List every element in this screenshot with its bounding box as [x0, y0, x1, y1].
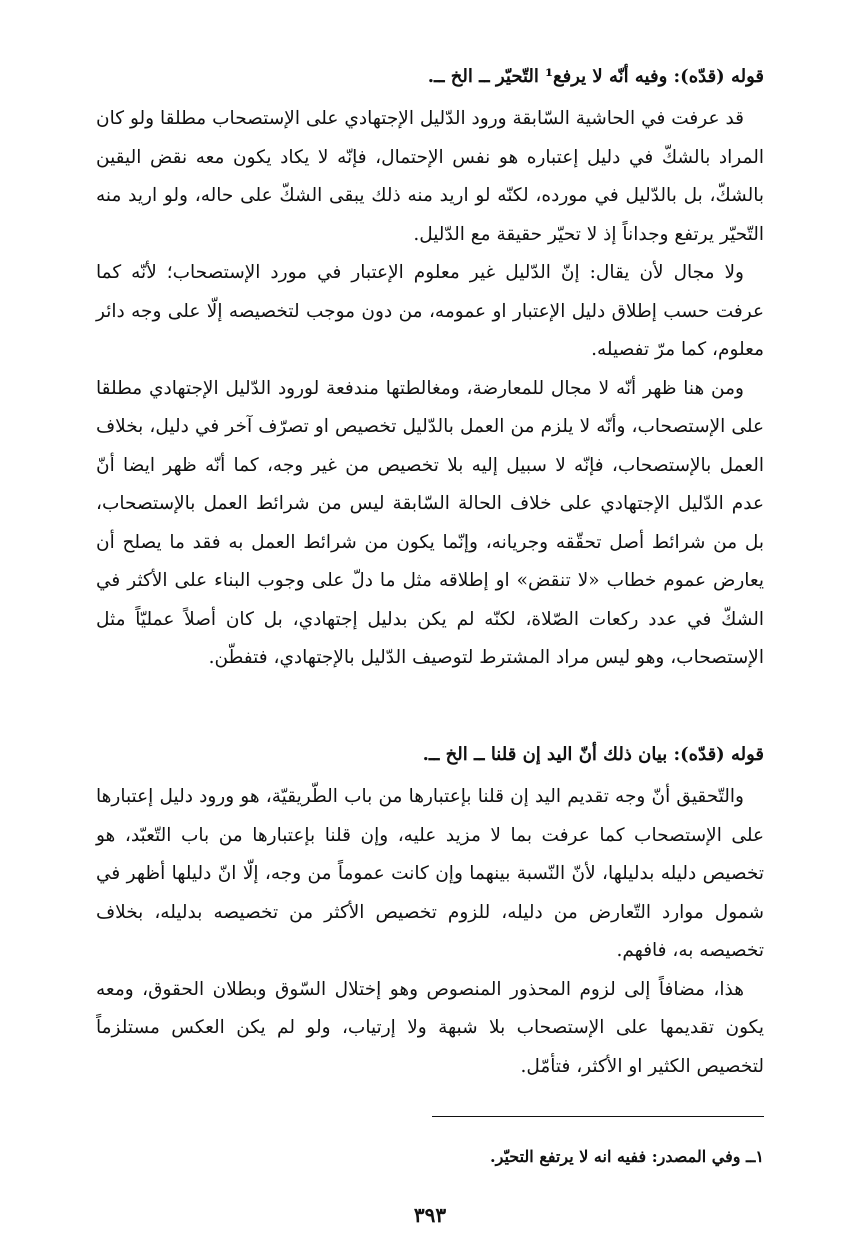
page-number: ٣٩٣: [413, 1203, 447, 1227]
section-1-paragraph-2: ولا مجال لأن يقال: إنّ الدّليل غير معلوم الإعتبار في مورد الإستصحاب؛ لأنّه كما عرفت حسب إطلاق دليل الإعتبار او عمومه، من دون موجب لتخصيصه إلّا على وجه دائر معلوم، كما مرّ تفصيله.: [96, 262, 764, 360]
section-1-paragraph-3: ومن هنا ظهر أنّه لا مجال للمعارضة، ومغالطتها مندفعة لورود الدّليل الإجتهادي مطلقا على الإستصحاب، وأنّه لا يلزم من العمل بالدّليل تخصيص او تصرّف آخر في دليل، بخلاف العمل بالإستصحاب، فإنّه لا سبيل إليه بلا تخصيص من غير وجه، كما أنّه ظهر ايضا أنّ عدم الدّليل الإجتهادي على خلاف الحالة السّابقة ليس من شرائط العمل بالإستصحاب، بل من شرائط أصل تحقّقه وجريانه، وإنّما يكون من شرائط العمل به فقد ما يصلح أن يعارض عموم خطاب «لا تنقض» او إطلاقه مثل ما دلّ على وجوب البناء على الأكثر في الشكّ في عدد ركعات الصّلاة، لكنّه لم يكن بدليل إجتهادي، بل كان أصلاً عمليّاً مثل الإستصحاب، وهو ليس مراد المشترط لتوصيف الدّليل بالإجتهادي، فتفطّن.: [96, 377, 764, 668]
section-1-heading: قوله (قدّه): وفيه أنّه لا يرفع¹ التّحيّر ــ الخ ــ.: [427, 66, 764, 87]
section-2: [96, 740, 764, 1086]
section-1: [96, 62, 764, 678]
section-2-paragraph-2: هذا، مضافاً إلى لزوم المحذور المنصوص وهو إختلال السّوق وبطلان الحقوق، ومعه يكون تقديمها على الإستصحاب بلا شبهة ولا إرتياب، ولو لم يكن العكس مستلزماً لتخصيص الكثير او الأكثر، فتأمّل.: [96, 978, 764, 1077]
section-2-paragraph-1: والتّحقيق أنّ وجه تقديم اليد إن قلنا بإعتبارها من باب الطّريقيّة، هو ورود دليل إعتبارها على الإستصحاب كما عرفت بما لا مزيد عليه، وإن قلنا بإعتبارها من باب التّعبّد، هو تخصيص دليله بدليلها، لأنّ النّسبة بينهما وإن كانت عموماً من وجه، إلّا انّ دليلها أظهر في شمول موارد التّعارض من دليله، للزوم تخصيص الأكثر من تخصيصه بدليله، بخلاف تخصيصه به، فافهم.: [96, 786, 764, 961]
footnote-separator: [432, 1116, 764, 1117]
section-1-paragraph-1: قد عرفت في الحاشية السّابقة ورود الدّليل الإجتهادي على الإستصحاب مطلقا ولو كان المراد بالشكّ في دليل إعتباره هو نفس الإحتمال، فإنّه لا يكاد يكون معه نقض اليقين بالشكّ، بل بالدّليل في مورده، لكنّه لو اريد منه ذلك يبقى الشكّ على حاله، ولو اريد منه التّحيّر يرتفع وجداناً إذ لا تحيّر حقيقة مع الدّليل.: [96, 108, 764, 245]
footnote: ١ــ وفي المصدر: ففيه انه لا يرتفع التحيّر.: [490, 1147, 764, 1166]
section-2-heading: قوله (قدّه): بيان ذلك أنّ اليد إن قلنا ــ الخ ــ.: [422, 744, 764, 765]
